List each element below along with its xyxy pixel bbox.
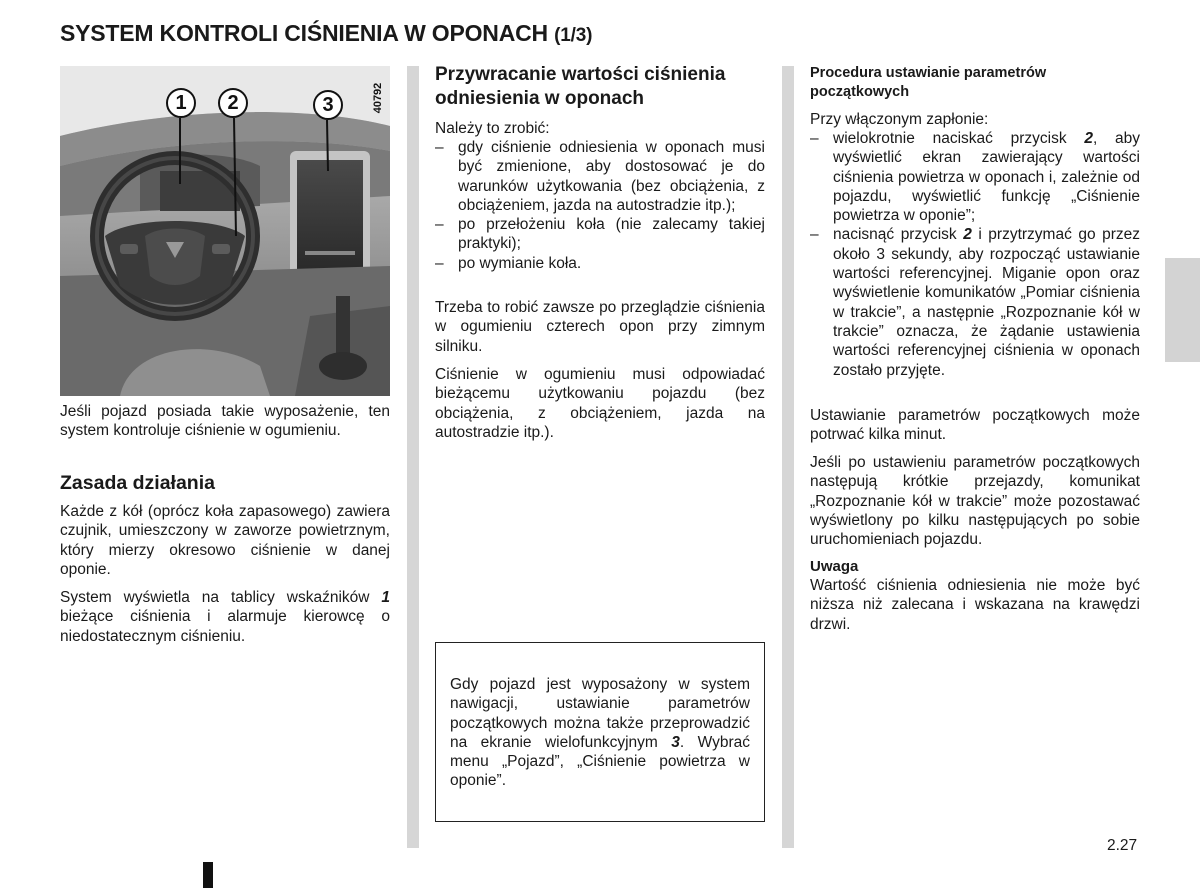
page-edge-mark (203, 862, 213, 888)
procedure-lead: Przy włączonym zapłonie: (810, 111, 989, 128)
reset-conditions-list (435, 138, 765, 273)
page-title-part: (1/3) (554, 25, 593, 46)
column-divider-right (782, 66, 794, 848)
procedure-steps-list (810, 129, 1140, 380)
page-number: 2.27 (1107, 837, 1138, 854)
usage-text: Ciśnienie w ogumieniu musi odpowiadać bieżącemu użytkowaniu pojazdu (bez obciążenia, z obciążeniem, jazda na autostradzie itp.). (435, 366, 765, 441)
procedure-heading: Procedura ustawianie parametrów początkowych (810, 65, 1047, 100)
note-reference: 3 (671, 733, 680, 751)
principle-text: Każde z kół (oprócz koła zapasowego) zawiera czujnik, umieszczony w zaworze powietrznym, który mierzy okresowo ciśnienie w danej oponie. (60, 503, 390, 578)
list-item: – gdy ciśnienie odniesienia w oponach musi być zmienione, aby dostosować je do warunków użytkowania (bez obciążenia, z obciążeniem, jazda na autostradzie itp.); (435, 138, 765, 215)
section-heading-principle: Zasada działania (60, 472, 215, 494)
note-heading: Uwaga (810, 558, 859, 575)
callout-3: 3 (313, 90, 343, 120)
list-item: – wielokrotnie naciskać przycisk 2, aby wyświetlić ekran zawierający wartości ciśnienia powietrza w oponach i, zależnie od pojazdu, wyświetlić funkcję „Ciśnienie powietrza w oponie”; (810, 129, 1140, 225)
step1-reference: 2 (1084, 130, 1093, 147)
reset-lead: Należy to zrobić: (435, 120, 550, 137)
list-item: – po przełożeniu koła (nie zalecamy takiej praktyki); (435, 215, 765, 254)
section-side-tab (1165, 258, 1200, 362)
check-text: Trzeba to robić zawsze po przeglądzie ciśnienia w ogumieniu czterech opon przy zimnym silniku. (435, 299, 765, 355)
step2-reference: 2 (963, 226, 972, 244)
page-title-main: SYSTEM KONTROLI CIŚNIENIA W OPONACH (60, 20, 548, 46)
display-reference: 1 (381, 589, 390, 606)
list-item: – po wymianie koła. (435, 254, 765, 273)
list-item: – nacisnąć przycisk 2 i przytrzymać go przez około 3 sekundy, aby rozpocząć ustawianie wartości referencyjnej. Miganie opon oraz wyświetlenie komunikatów „Pomiar ciśnienia w trakcie”, a następnie „Rozpoznanie kół w trakcie” oznacza, że żądanie ustawienia wartości referencyjnej ciśnienia w oponach zostało przyjęte. (810, 225, 1140, 379)
section-heading-reset: Przywracanie wartości ciśnienia odniesienia w oponach (435, 64, 726, 109)
image-code: 40792 (372, 82, 384, 114)
after-setup-text: Jeśli po ustawieniu parametrów początkowych następują krótkie przejazdy, komunikat „Rozpoznanie kół w trakcie” może pozostawać wyświetlony po kilku następujących po sobie uruchomieniach pojazdu. (810, 454, 1140, 549)
duration-text: Ustawianie parametrów początkowych może potrwać kilka minut. (810, 407, 1140, 444)
column-divider-left (407, 66, 419, 848)
dashboard-photo (60, 66, 390, 396)
callout-1: 1 (166, 88, 196, 118)
page-title (60, 20, 592, 47)
note-text: Wartość ciśnienia odniesienia nie może być niższa niż zalecana i wskazana na krawędzi drzwi. (810, 577, 1140, 633)
display-text: System wyświetla na tablicy wskaźników 1 bieżące ciśnienia i alarmuje kierowcę o niedostatecznym ciśnieniu. (60, 589, 390, 645)
intro-text: Jeśli pojazd posiada takie wyposażenie, ten system kontroluje ciśnienie w ogumieniu. (60, 403, 390, 440)
navigation-note-box: Gdy pojazd jest wyposażony w system nawigacji, ustawianie parametrów początkowych można także przeprowadzić na ekranie wielofunkcyjnym 3. Wybrać menu „Pojazd”, „Ciśnienie powietrza w oponie”. (435, 642, 765, 822)
callout-2: 2 (218, 88, 248, 118)
